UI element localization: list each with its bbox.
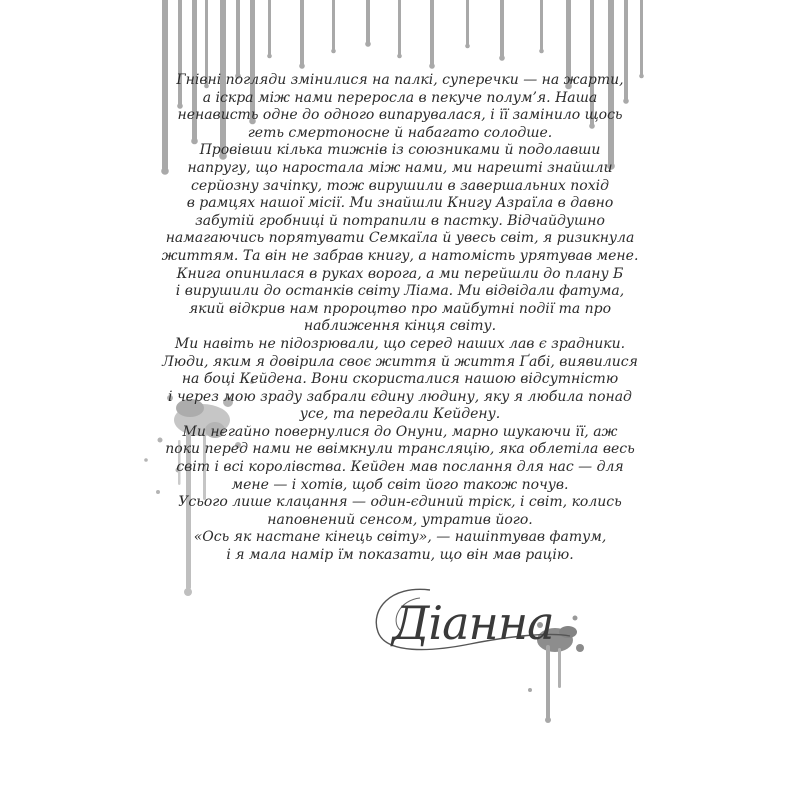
text-line: наближення кінця світу. (303, 318, 497, 335)
text-line: «Ось як настане кінець світу», — нашіптував фатум, (193, 529, 607, 546)
text-line: наповнений сенсом, утратив його. (267, 511, 533, 528)
text-line: Книга опинилася в руках ворога, а ми перейшли до плану Б (176, 265, 624, 282)
story-summary-text (150, 72, 650, 565)
text-line: Люди, яким я довірила своє життя й життя Ґабі, виявилися (162, 353, 638, 370)
text-line: а іскра між нами переросла в пекуче полум’я. Наша (202, 89, 598, 106)
text-line: Ми негайно повернулися до Онуни, марно шукаючи її, аж (182, 423, 618, 440)
text-line: в рамцях нашої місії. Ми знайшли Книгу Азраїла в давно (186, 195, 614, 212)
text-line: усе, та передали Кейдену. (299, 406, 501, 423)
text-line: Ми навіть не підозрювали, що серед наших лав є зрадники. (174, 335, 626, 352)
text-line: Провівши кілька тижнів із союзниками й подолавши (199, 142, 601, 159)
text-line: і через мою зраду забрали єдину людину, яку я любила понад (168, 388, 632, 405)
text-line: на боці Кейдена. Вони скористалися нашою відсутністю (181, 371, 619, 388)
text-line: Гнівні погляди змінилися на палкі, суперечки — на жарти, (176, 72, 624, 88)
text-line: забутій гробниці й потрапили в пастку. Відчайдушно (195, 212, 605, 229)
text-line: мене — і хотів, щоб світ його також почув. (231, 476, 569, 493)
text-line: намагаючись порятувати Семкаїла й увесь світ, я ризикнула (165, 230, 635, 247)
text-line: життям. Та він не забрав книгу, а натомість урятував мене. (161, 247, 639, 264)
text-line: ненависть одне до одного випарувалася, і її замінило щось (177, 107, 623, 124)
text-line: поки перед нами не ввімкнули трансляцію, яка облетіла весь (165, 441, 635, 458)
author-signature: Діанна (392, 596, 554, 650)
text-line: і я мала намір їм показати, що він мав рацію. (226, 547, 574, 564)
text-line: і вирушили до останків світу Ліама. Ми відвідали фатума, (175, 283, 625, 300)
text-line: який відкрив нам пророцтво про майбутні події та про (188, 300, 612, 317)
text-line: геть смертоносне й набагато солодше. (247, 124, 553, 141)
text-line: серйозну зачіпку, тож вирушили в завершальних похід (191, 177, 609, 194)
text-line: Усього лише клацання — один-єдиний тріск, і світ, колись (178, 494, 622, 511)
text-line: напругу, що наростала між нами, ми нарешті знайшли (187, 159, 613, 176)
text-line: світ і всі королівства. Кейден мав послання для нас — для (176, 459, 624, 476)
